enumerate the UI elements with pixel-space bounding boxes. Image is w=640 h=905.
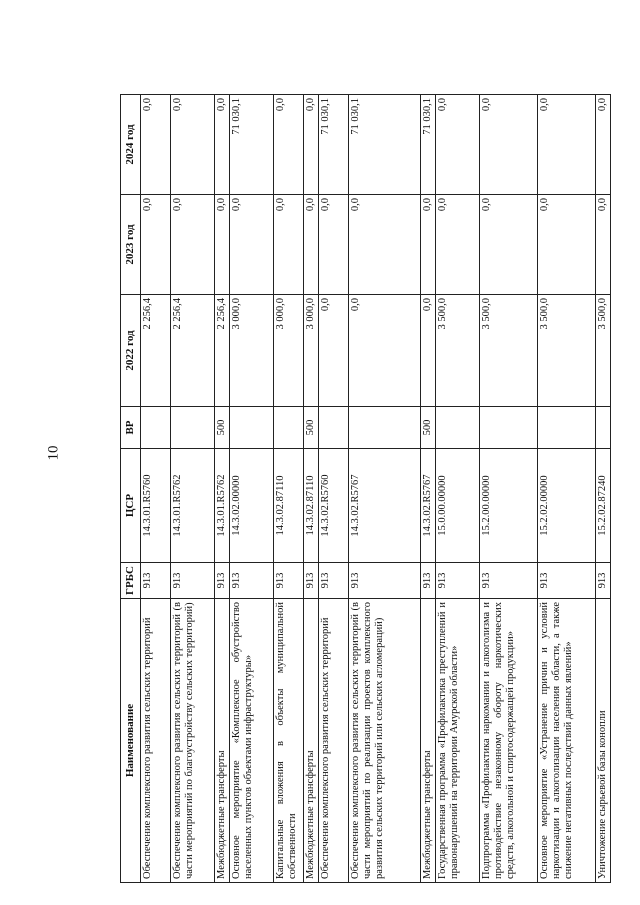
row-2023: 0,0 [349, 195, 421, 295]
table-row [171, 95, 215, 883]
row-grbs: 913 [421, 563, 436, 599]
row-name: Подпрограмма «Профилактика наркомании и алкоголизма и противодействие незаконному обороту наркотических средств, алкогольной и спиртосодержащей продукции» [480, 599, 538, 883]
row-vr [319, 407, 349, 449]
table-row [596, 95, 611, 883]
row-2024: 0,0 [274, 95, 304, 195]
row-vr [171, 407, 215, 449]
row-2022: 3 000,0 [230, 295, 274, 407]
row-name: Основное мероприятие «Комплексное обустройство населенных пунктов объектами инфраструктуры» [230, 599, 274, 883]
row-2022: 0,0 [319, 295, 349, 407]
row-csr: 15.2.02.00000 [538, 449, 596, 563]
row-grbs: 913 [319, 563, 349, 599]
row-vr: 500 [215, 407, 230, 449]
header-2022: 2022 год [121, 295, 141, 407]
row-grbs: 913 [480, 563, 538, 599]
row-grbs: 913 [230, 563, 274, 599]
row-name: Межбюджетные трансферты [421, 599, 436, 883]
table-row [215, 95, 230, 883]
row-csr: 14.3.02.R5767 [421, 449, 436, 563]
row-2024: 0,0 [538, 95, 596, 195]
row-2024: 0,0 [171, 95, 215, 195]
row-2023: 0,0 [538, 195, 596, 295]
table-row [304, 95, 319, 883]
budget-table [120, 94, 611, 883]
row-2024: 71 030,1 [319, 95, 349, 195]
table-row [319, 95, 349, 883]
header-csr: ЦСР [121, 449, 141, 563]
row-name: Межбюджетные трансферты [215, 599, 230, 883]
row-2022: 3 500,0 [436, 295, 480, 407]
row-2023: 0,0 [215, 195, 230, 295]
row-name: Основное мероприятие «Устранение причин и условий наркотизации и алкоголизации населения области, а также снижение негативных последствий данных явлений» [538, 599, 596, 883]
row-2024: 0,0 [304, 95, 319, 195]
row-2023: 0,0 [230, 195, 274, 295]
row-2023: 0,0 [596, 195, 611, 295]
row-csr: 15.0.00.00000 [436, 449, 480, 563]
row-vr [538, 407, 596, 449]
table-row [141, 95, 171, 883]
table-row [538, 95, 596, 883]
header-name: Наименование [121, 599, 141, 883]
row-2023: 0,0 [436, 195, 480, 295]
table-row [421, 95, 436, 883]
row-csr: 14.3.01.R5762 [171, 449, 215, 563]
row-2022: 3 500,0 [596, 295, 611, 407]
row-2022: 2 256,4 [171, 295, 215, 407]
page-number: 10 [45, 445, 62, 461]
row-2024: 0,0 [480, 95, 538, 195]
table-header-row [121, 95, 141, 883]
row-vr: 500 [421, 407, 436, 449]
header-2024: 2024 год [121, 95, 141, 195]
row-name: Уничтожение сырьевой базы конопли [596, 599, 611, 883]
row-2023: 0,0 [304, 195, 319, 295]
row-grbs: 913 [538, 563, 596, 599]
row-csr: 14.3.02.87110 [304, 449, 319, 563]
row-2022: 2 256,4 [141, 295, 171, 407]
row-name: Капитальные вложения в объекты муниципальной собственности [274, 599, 304, 883]
row-name: Обеспечение комплексного развития сельских территорий (в части мероприятий по благоустройству сельских территорий) [171, 599, 215, 883]
row-vr [230, 407, 274, 449]
row-2024: 71 030,1 [349, 95, 421, 195]
row-2022: 3 500,0 [538, 295, 596, 407]
row-2024: 0,0 [436, 95, 480, 195]
row-csr: 14.3.02.R5767 [349, 449, 421, 563]
table-row [230, 95, 274, 883]
row-2024: 0,0 [141, 95, 171, 195]
row-csr: 14.3.02.00000 [230, 449, 274, 563]
row-2023: 0,0 [480, 195, 538, 295]
row-grbs: 913 [436, 563, 480, 599]
table-row [480, 95, 538, 883]
row-vr [596, 407, 611, 449]
row-csr: 14.3.02.R5760 [319, 449, 349, 563]
row-grbs: 913 [274, 563, 304, 599]
row-2024: 0,0 [596, 95, 611, 195]
row-name: Государственная программа «Профилактика преступлений и правонарушений на территории Амурской области» [436, 599, 480, 883]
row-name: Обеспечение комплексного развития сельских территорий [141, 599, 171, 883]
row-grbs: 913 [215, 563, 230, 599]
row-2024: 71 030,1 [421, 95, 436, 195]
row-grbs: 913 [349, 563, 421, 599]
row-csr: 14.3.01.R5760 [141, 449, 171, 563]
row-2023: 0,0 [319, 195, 349, 295]
row-grbs: 913 [171, 563, 215, 599]
header-grbs: ГРБС [121, 563, 141, 599]
row-name: Межбюджетные трансферты [304, 599, 319, 883]
row-2022: 3 500,0 [480, 295, 538, 407]
row-vr [480, 407, 538, 449]
row-name: Обеспечение комплексного развития сельских территорий [319, 599, 349, 883]
row-2022: 0,0 [421, 295, 436, 407]
row-2022: 3 000,0 [274, 295, 304, 407]
row-vr [274, 407, 304, 449]
header-2023: 2023 год [121, 195, 141, 295]
row-csr: 14.3.02.87110 [274, 449, 304, 563]
table-row [274, 95, 304, 883]
table-row [436, 95, 480, 883]
row-2023: 0,0 [171, 195, 215, 295]
row-2022: 3 000,0 [304, 295, 319, 407]
row-2024: 71 030,1 [230, 95, 274, 195]
row-grbs: 913 [304, 563, 319, 599]
row-2022: 0,0 [349, 295, 421, 407]
row-2023: 0,0 [421, 195, 436, 295]
row-csr: 15.2.00.00000 [480, 449, 538, 563]
table-row [349, 95, 421, 883]
row-2022: 2 256,4 [215, 295, 230, 407]
row-name: Обеспечение комплексного развития сельских территорий (в части мероприятий по реализации проектов комплексного развития сельских территорий или сельских агломераций) [349, 599, 421, 883]
row-vr: 500 [304, 407, 319, 449]
header-vr: ВР [121, 407, 141, 449]
row-csr: 15.2.02.87240 [596, 449, 611, 563]
row-2023: 0,0 [141, 195, 171, 295]
row-vr [141, 407, 171, 449]
row-vr [436, 407, 480, 449]
row-2024: 0,0 [215, 95, 230, 195]
row-csr: 14.3.01.R5762 [215, 449, 230, 563]
row-grbs: 913 [596, 563, 611, 599]
row-2023: 0,0 [274, 195, 304, 295]
row-vr [349, 407, 421, 449]
row-grbs: 913 [141, 563, 171, 599]
